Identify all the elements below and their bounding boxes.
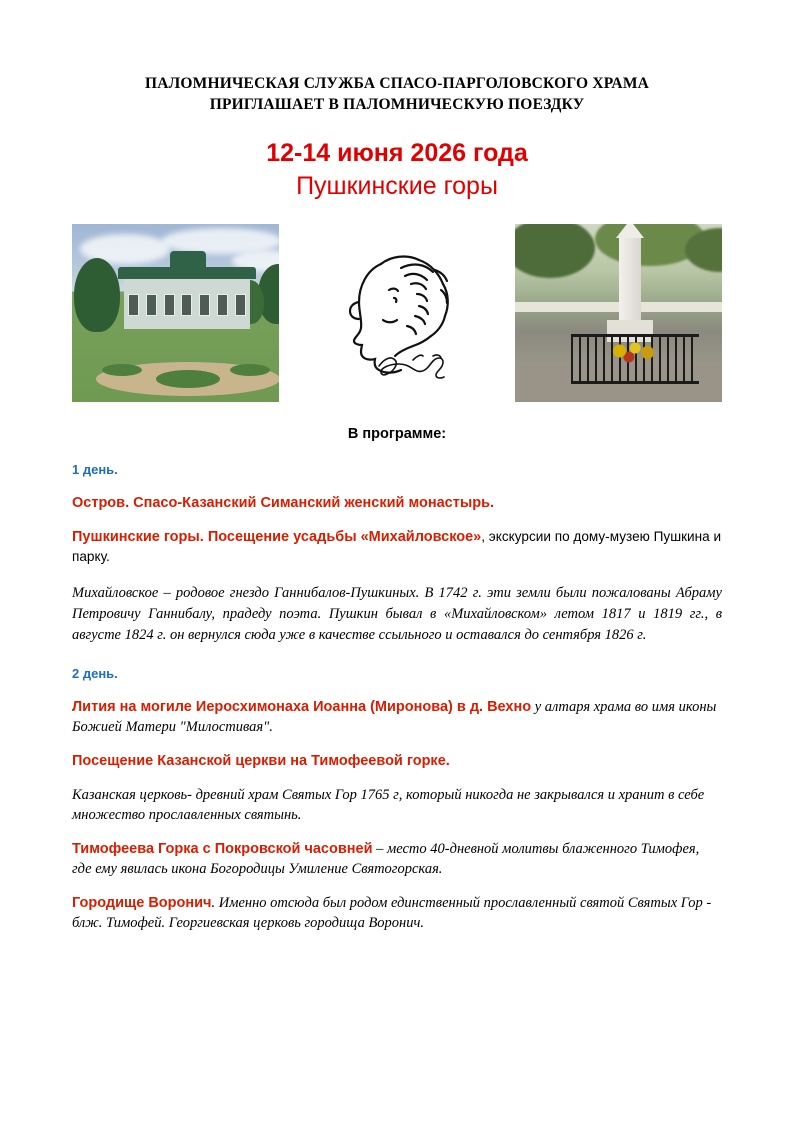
header-line-2: ПРИГЛАШАЕТ В ПАЛОМНИЧЕСКУЮ ПОЕЗДКУ [209,95,585,113]
document-header [72,74,722,116]
program-item-ostrov-title: Остров. Спасо-Казанский Симанский женский монастырь. [72,495,495,512]
program-item-voronich-rest: . Именно отсюда был родом единственный прославленный святой Святых Гор - блж. Тимофей. Георгиевская церковь городища Воронич. [72,895,712,932]
program-item-ostrov [72,493,722,513]
program-item-kazanskaya-title: Посещение Казанской церкви на Тимофеевой горке. [72,753,450,770]
mikhailovskoye-manor-photo [72,224,279,402]
trip-place-title: Пушкинские горы [296,172,498,201]
program-item-timofeeva-gorka [72,839,722,879]
program-item-timofeeva-gorka-rest: – место 40-дневной молитвы блаженного Тимофея, где ему явилась икона Богородицы Умиление Святогорская. [72,841,700,878]
program-item-timofeeva-gorka-title: Тимофеева Горка с Покровской часовней [72,841,373,858]
pushkin-grave-photo [515,224,722,402]
header-line-1: ПАЛОМНИЧЕСКАЯ СЛУЖБА СПАСО-ПАРГОЛОВСКОГО ХРАМА [144,75,650,92]
program-heading: В программе: [347,426,447,443]
program-note-kazanskaya: Казанская церковь- древний храм Святых Гор 1765 г, который никогда не закрывался и хранит в себе множество прославленных святынь. [72,787,705,824]
program-item-mikhailovskoye-title: Пушкинские горы. Посещение усадьбы «Михайловское» [72,529,482,546]
program-item-mikhailovskoye [72,527,722,567]
program-item-litiya [72,697,722,737]
pushkin-profile-drawing [293,224,500,402]
day-1-label: 1 день. [72,462,118,478]
program-item-voronich [72,893,722,933]
program-note-mikhailovskoye: Михайловское – родовое гнездо Ганнибалов-Пушкиных. В 1742 г. эти земли были пожалованы Абраму Петровичу Ганнибалу, прадеду поэта. Пушкин бывал в «Михайловском» летом 1817 и 1819 гг., в августе 1824 г. он вернулся сюда уже в качестве ссыльного и оставался до сентября 1826 г. [72,585,722,644]
program-item-litiya-rest: у алтаря храма во имя иконы Божией Матери "Милостивая". [72,699,717,736]
trip-date-title: 12-14 июня 2026 года [266,138,528,167]
program-item-mikhailovskoye-rest: , экскурсии по дому-музею Пушкина и парку. [72,529,722,565]
day-2-label: 2 день. [72,666,118,682]
program-item-litiya-title: Лития на могиле Иеросхимонаха Иоанна (Миронова) в д. Вехно [72,699,532,716]
photo-row [72,224,722,402]
program-item-kazanskaya [72,751,722,771]
program-item-voronich-title: Городище Воронич [72,895,212,912]
